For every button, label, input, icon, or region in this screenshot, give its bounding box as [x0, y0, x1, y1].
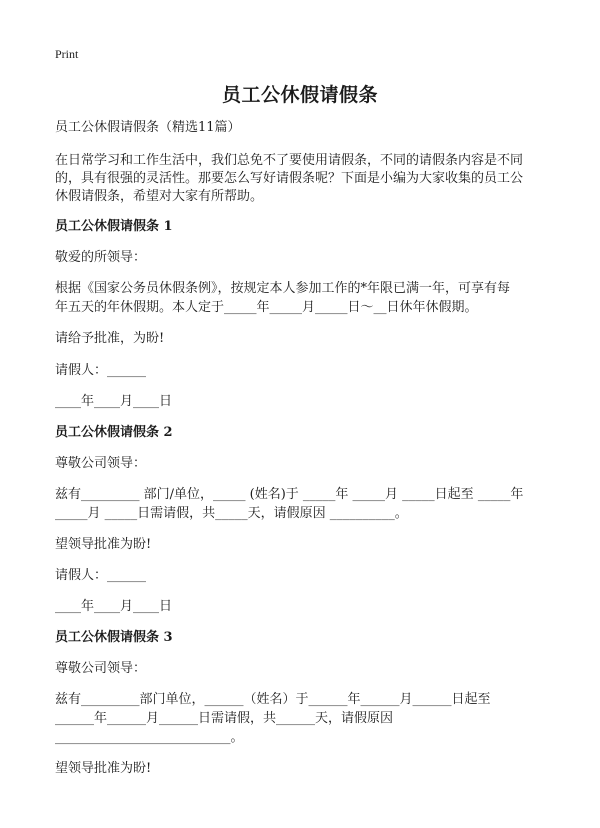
intro-line-1: 在日常学习和工作生活中，我们总免不了要使用请假条，不同的请假条内容是不同 [55, 153, 524, 168]
section-2-date: ____年____月____日 [55, 599, 173, 614]
section-1-body-line-2: 年五天的年休假期。本人定于_____年_____月_____日～__日休年休假期。 [55, 300, 478, 315]
section-2-request: 望领导批准为盼! [55, 537, 152, 552]
section-1-heading: 员工公休假请假条 1 [55, 219, 173, 234]
section-2-salutation: 尊敬公司领导： [55, 456, 147, 471]
section-1-date: ____年____月____日 [55, 394, 173, 409]
section-2-body-line-1: 兹有_________ 部门/单位，_____ (姓名)于 _____年 _____月 _____日起至 _____年 [55, 487, 524, 502]
section-3-body-line-2: ______年______月______日需请假，共______天，请假原因 [55, 711, 394, 726]
section-3-body-line-1: 兹有_________部门单位，______（姓名）于______年______月______日起至 [55, 692, 491, 707]
page-title: 员工公休假请假条 [221, 84, 378, 106]
section-1-signer: 请假人：______ [55, 363, 147, 378]
intro-line-3: 休假请假条，希望对大家有所帮助。 [55, 189, 264, 204]
intro-line-2: 的，具有很强的灵活性。那要怎么写好请假条呢？下面是小编为大家收集的员工公 [55, 171, 524, 186]
section-3-heading: 员工公休假请假条 3 [55, 630, 173, 645]
section-3-salutation: 尊敬公司领导： [55, 661, 147, 676]
section-1-body-line-1: 根据《国家公务员休假条例》，按规定本人参加工作的*年限已满一年，可享有每 [55, 281, 511, 296]
section-3-request: 望领导批准为盼! [55, 761, 152, 776]
section-1-request: 请给予批准，为盼! [55, 331, 165, 346]
section-2-body-line-2: _____月 _____日需请假，共_____天，请假原因 __________。 [55, 506, 408, 521]
document-subtitle: 员工公休假请假条（精选11篇） [55, 120, 241, 135]
section-2-signer: 请假人：______ [55, 568, 147, 583]
section-1-salutation: 敬爱的所领导： [55, 250, 147, 265]
section-3-body-line-3: ___________________________。 [55, 730, 244, 745]
section-2-heading: 员工公休假请假条 2 [55, 425, 173, 440]
print-link[interactable]: Print [55, 47, 79, 61]
